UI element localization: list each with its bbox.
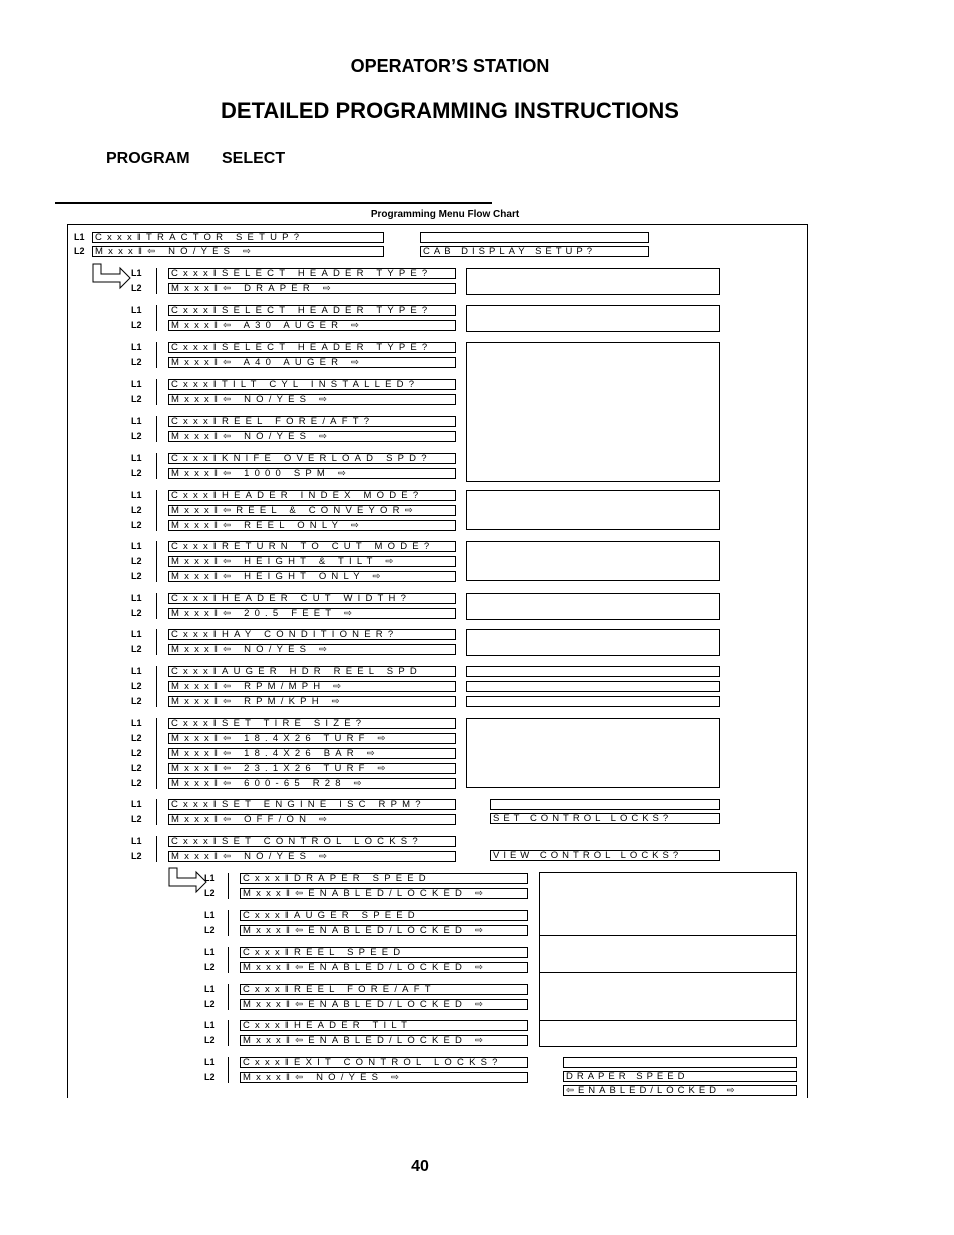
lcd-text: Cxxx‖HEADER INDEX MODE? xyxy=(171,491,424,500)
lcd-text: Cxxx‖DRAPER SPEED xyxy=(243,874,431,883)
lcd-line xyxy=(168,320,456,331)
line-label: L2 xyxy=(131,357,142,367)
lcd-text: Mxxx‖⇦ NO/YES ⇨ xyxy=(171,645,333,654)
lcd-text: Cxxx‖REEL SPEED xyxy=(243,948,406,957)
lcd-line xyxy=(240,999,528,1010)
line-label: L1 xyxy=(204,947,215,957)
line-label: L1 xyxy=(131,718,142,728)
lcd-text: Mxxx‖⇦ENABLED/LOCKED ⇨ xyxy=(243,926,489,935)
group-bracket xyxy=(228,873,229,899)
lcd-line xyxy=(240,888,528,899)
line-label: L2 xyxy=(131,283,142,293)
group-bracket xyxy=(156,453,157,479)
view-control-locks-line: VIEW CONTROL LOCKS? xyxy=(490,850,720,861)
lcd-text: Mxxx‖⇦ NO/YES ⇨ xyxy=(171,395,333,404)
group-bracket xyxy=(156,379,157,405)
lcd-text: Cxxx‖HAY CONDITIONER? xyxy=(171,630,399,639)
group-bracket xyxy=(228,947,229,973)
line-label: L2 xyxy=(131,320,142,330)
lcd-line xyxy=(168,718,456,729)
group-bracket xyxy=(156,416,157,442)
group-bracket xyxy=(156,718,157,789)
lcd-text: Mxxx‖⇦ 20.5 FEET ⇨ xyxy=(171,609,358,618)
group-bracket xyxy=(156,541,157,582)
lcd-text: Mxxx‖⇦ HEIGHT ONLY ⇨ xyxy=(171,572,386,581)
line-label: L2 xyxy=(131,468,142,478)
lcd-line xyxy=(168,268,456,279)
lcd-text: Mxxx‖⇦ 23.1X26 TURF ⇨ xyxy=(171,764,391,773)
line-label: L1 xyxy=(131,490,142,500)
lcd-text: Cxxx‖KNIFE OVERLOAD SPD? xyxy=(171,454,432,463)
lcd-line xyxy=(168,556,456,567)
group-bracket xyxy=(228,1057,229,1083)
lcd-line xyxy=(168,357,456,368)
line-label: L1 xyxy=(131,268,142,278)
lcd-line xyxy=(168,666,456,677)
line-label: L1 xyxy=(204,984,215,994)
group-bracket xyxy=(228,910,229,936)
line-label: L1 xyxy=(131,666,142,676)
lcd-text: Mxxx‖⇦ REEL ONLY ⇨ xyxy=(171,521,364,530)
group-bracket xyxy=(228,984,229,1010)
group-bracket xyxy=(228,1020,229,1046)
lcd-text: Mxxx‖⇦ENABLED/LOCKED ⇨ xyxy=(243,1000,489,1009)
lcd-text: Mxxx‖⇦ENABLED/LOCKED ⇨ xyxy=(243,889,489,898)
lcd-line xyxy=(240,947,528,958)
lcd-line xyxy=(240,910,528,921)
lcd-line xyxy=(168,593,456,604)
view-lock-box xyxy=(563,1057,797,1068)
note-box xyxy=(466,681,720,692)
lcd-line xyxy=(168,733,456,744)
lcd-line xyxy=(168,836,456,847)
line-label: L1 xyxy=(131,453,142,463)
lcd-text: Mxxx‖⇦ A40 AUGER ⇨ xyxy=(171,358,365,367)
line-label: L2 xyxy=(204,999,215,1009)
page-title: DETAILED PROGRAMMING INSTRUCTIONS xyxy=(221,98,679,123)
lcd-line xyxy=(168,851,456,862)
lcd-line xyxy=(240,962,528,973)
note-box xyxy=(466,342,720,482)
chart-title: Programming Menu Flow Chart xyxy=(370,209,520,220)
lcd-text: Mxxx‖⇦ HEIGHT & TILT ⇨ xyxy=(171,557,399,566)
lcd-line xyxy=(168,541,456,552)
lcd-line xyxy=(168,379,456,390)
lcd-line xyxy=(168,416,456,427)
line-label: L2 xyxy=(131,763,142,773)
lcd-line xyxy=(168,763,456,774)
lcd-text: Mxxx‖⇦ NO/YES ⇨ xyxy=(243,1073,405,1082)
line-label: L2 xyxy=(131,431,142,441)
lcd-line xyxy=(168,394,456,405)
lcd-line xyxy=(168,431,456,442)
line-label: L2 xyxy=(131,851,142,861)
group-bracket xyxy=(156,629,157,655)
line-label: L2 xyxy=(204,1035,215,1045)
line-label: L1 xyxy=(131,416,142,426)
line-label: L1 xyxy=(131,541,142,551)
lcd-text: Cxxx‖REEL FORE/AFT? xyxy=(171,417,375,426)
lcd-line xyxy=(168,644,456,655)
lcd-text: Mxxx‖⇦ DRAPER ⇨ xyxy=(171,284,336,293)
line-label: L1 xyxy=(131,629,142,639)
set-control-locks-box xyxy=(490,799,720,810)
group-bracket xyxy=(156,490,157,531)
line-label: L2 xyxy=(131,394,142,404)
lcd-text: Cxxx‖SELECT HEADER TYPE? xyxy=(171,269,433,278)
line-label: L2 xyxy=(131,681,142,691)
lcd-text: Cxxx‖HEADER CUT WIDTH? xyxy=(171,594,412,603)
lcd-text: Cxxx‖HEADER TILT xyxy=(243,1021,413,1030)
note-box xyxy=(466,629,720,656)
note-box xyxy=(466,593,720,620)
lcd-text: Cxxx‖SET TIRE SIZE? xyxy=(171,719,367,728)
line-label: L1 xyxy=(131,379,142,389)
lcd-line xyxy=(168,305,456,316)
divider-rule xyxy=(55,202,492,204)
lcd-text: Cxxx‖SET CONTROL LOCKS? xyxy=(171,837,423,846)
select-label: SELECT xyxy=(222,150,286,167)
lcd-text: Mxxx‖⇦ RPM/MPH ⇨ xyxy=(171,682,347,691)
lcd-text: Mxxx‖⇦ 600-65 R28 ⇨ xyxy=(171,779,367,788)
line-label: L2 xyxy=(204,1072,215,1082)
lcd-line xyxy=(168,814,456,825)
lcd-text: Cxxx‖REEL FORE/AFT xyxy=(243,985,436,994)
lcd-line xyxy=(168,799,456,810)
lcd-line xyxy=(168,468,456,479)
lcd-text: Mxxx‖⇦ 1000 SPM ⇨ xyxy=(171,469,352,478)
line-label: L1 xyxy=(131,305,142,315)
lcd-line xyxy=(240,1072,528,1083)
lcd-line xyxy=(240,984,528,995)
group-bracket xyxy=(156,836,157,862)
lcd-text: Mxxx‖⇦ NO/YES ⇨ xyxy=(171,852,333,861)
lcd-line xyxy=(240,873,528,884)
lcd-line xyxy=(168,629,456,640)
cab-display-setup: CAB DISPLAY SETUP? xyxy=(420,246,649,257)
lcd-line xyxy=(168,571,456,582)
lcd-line xyxy=(168,342,456,353)
line-label: L1 xyxy=(204,1020,215,1030)
lcd-text: Cxxx‖AUGER HDR REEL SPD xyxy=(171,667,422,676)
note-box xyxy=(466,666,720,677)
lcd-text: Mxxx‖⇦ A30 AUGER ⇨ xyxy=(171,321,365,330)
line-label: L1 xyxy=(204,910,215,920)
line-label: L2 xyxy=(131,571,142,581)
line-label: L2 xyxy=(74,246,85,256)
lcd-line xyxy=(168,608,456,619)
lcd-line-top-l1: Cxxx‖TRACTOR SETUP? xyxy=(92,232,384,243)
note-box xyxy=(466,268,720,295)
page-number: 40 xyxy=(411,1158,429,1175)
lcd-text: Cxxx‖SELECT HEADER TYPE? xyxy=(171,343,433,352)
line-label: L1 xyxy=(204,1057,215,1067)
group-bracket xyxy=(156,342,157,368)
line-label: L2 xyxy=(131,733,142,743)
line-label: L2 xyxy=(204,925,215,935)
group-bracket xyxy=(156,666,157,707)
lcd-text: Cxxx‖RETURN TO CUT MODE? xyxy=(171,542,435,551)
note-box xyxy=(466,541,720,581)
set-control-locks-line: SET CONTROL LOCKS? xyxy=(490,813,720,824)
line-label: L2 xyxy=(131,696,142,706)
lcd-text: Cxxx‖EXIT CONTROL LOCKS? xyxy=(243,1058,503,1067)
lcd-line xyxy=(168,681,456,692)
lcd-line xyxy=(240,1020,528,1031)
line-label: L2 xyxy=(131,748,142,758)
lcd-text: Mxxx‖⇦ENABLED/LOCKED ⇨ xyxy=(243,1036,489,1045)
lcd-text: Mxxx‖⇦REEL & CONVEYOR⇨ xyxy=(171,506,418,515)
branch-arrow-icon xyxy=(90,262,134,292)
section-heading: OPERATOR’S STATION xyxy=(350,56,550,76)
line-label: L1 xyxy=(131,342,142,352)
line-label: L1 xyxy=(204,873,215,883)
line-label: L1 xyxy=(131,836,142,846)
lcd-text: Mxxx‖⇦ 18.4X26 TURF ⇨ xyxy=(171,734,391,743)
lcd-line xyxy=(168,490,456,501)
line-label: L2 xyxy=(131,644,142,654)
lcd-text: Mxxx‖⇦ NO/YES ⇨ xyxy=(171,432,333,441)
lcd-line xyxy=(168,696,456,707)
line-label: L1 xyxy=(74,232,85,242)
cab-display-box xyxy=(420,232,649,243)
group-bracket xyxy=(156,593,157,619)
note-box xyxy=(466,718,720,788)
line-label: L1 xyxy=(131,799,142,809)
line-label: L1 xyxy=(131,593,142,603)
line-label: L2 xyxy=(131,778,142,788)
line-label: L2 xyxy=(131,520,142,530)
line-label: L2 xyxy=(131,505,142,515)
note-box xyxy=(466,696,720,707)
note-box xyxy=(466,490,720,530)
line-label: L2 xyxy=(204,888,215,898)
program-label: PROGRAM xyxy=(106,150,190,167)
group-bracket xyxy=(156,268,157,294)
line-label: L2 xyxy=(204,962,215,972)
lcd-line xyxy=(168,748,456,759)
view-lock-l1: DRAPER SPEED xyxy=(563,1071,797,1082)
lcd-line xyxy=(240,925,528,936)
lcd-line xyxy=(168,283,456,294)
group-bracket xyxy=(156,305,157,331)
view-lock-l2: ⇦ENABLED/LOCKED ⇨ xyxy=(563,1085,797,1096)
lcd-text: Mxxx‖⇦ENABLED/LOCKED ⇨ xyxy=(243,963,489,972)
lcd-line xyxy=(240,1057,528,1068)
lcd-text: Cxxx‖AUGER SPEED xyxy=(243,911,420,920)
lcd-line xyxy=(168,453,456,464)
lcd-text: Mxxx‖⇦ 18.4X26 BAR ⇨ xyxy=(171,749,380,758)
lcd-line xyxy=(168,505,456,516)
note-box xyxy=(466,305,720,332)
lcd-line-top-l2: Mxxx‖⇦ NO/YES ⇨ xyxy=(92,246,384,257)
line-label: L2 xyxy=(131,556,142,566)
lcd-text: Mxxx‖⇦ OFF/ON ⇨ xyxy=(171,815,333,824)
lcd-line xyxy=(240,1035,528,1046)
lcd-text: Cxxx‖SELECT HEADER TYPE? xyxy=(171,306,433,315)
line-label: L2 xyxy=(131,608,142,618)
line-label: L2 xyxy=(131,814,142,824)
lcd-text: Cxxx‖SET ENGINE ISC RPM? xyxy=(171,800,426,809)
lcd-line xyxy=(168,778,456,789)
lcd-line xyxy=(168,520,456,531)
lcd-text: Cxxx‖TILT CYL INSTALLED? xyxy=(171,380,420,389)
group-bracket xyxy=(156,799,157,825)
lcd-text: Mxxx‖⇦ RPM/KPH ⇨ xyxy=(171,697,345,706)
